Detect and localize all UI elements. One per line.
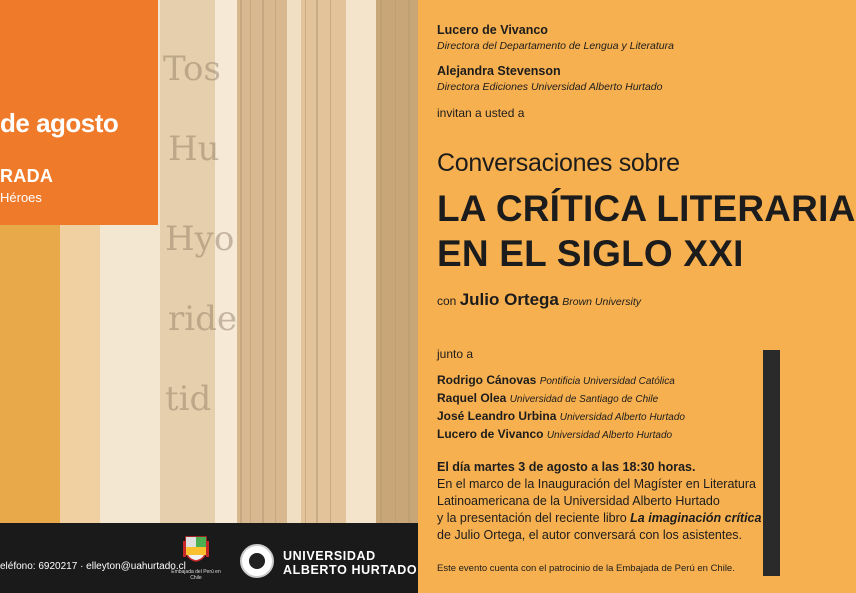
participant [437,427,672,441]
participant-affiliation: Universidad Alberto Hurtado [546,430,673,441]
venue-label: RADA [0,166,54,186]
university-name-line1: UNIVERSIDAD [283,549,376,563]
svg-text:Hyo: Hyo [165,219,235,259]
event-description-3 [437,511,761,525]
invitation-panel [418,0,856,593]
title-line-1: Conversaciones sobre [437,149,680,177]
peru-coat-of-arms-icon [181,533,211,563]
svg-text:ride: ride [168,299,238,339]
invite-text: invitan a usted a [437,106,525,120]
university-name [283,549,417,577]
university-seal-icon [240,544,274,578]
title-line-3: EN EL SIGLO XXI [437,233,744,274]
svg-text:Hu: Hu [168,129,220,169]
guest-name: Julio Ortega [459,290,559,309]
footer-bar [0,523,418,593]
book-title: La imaginación crítica [630,511,762,525]
participant-name: José Leandro Urbina [437,409,557,423]
book-prefix: y la presentación del reciente libro [437,511,631,525]
participant-name: Lucero de Vivanco [437,427,544,441]
svg-text:tid: tid [165,379,212,419]
embassy-logo [170,533,222,581]
embassy-caption: Embajada del Perú en Chile [171,569,221,581]
guest-prefix: con [437,294,457,308]
event-datetime: El día martes 3 de agosto a las 18:30 horas. [437,460,696,474]
event-description-4: de Julio Ortega, el autor conversará con los asistentes. [437,528,743,542]
event-description-2: Latinoamericana de la Universidad Alberto Hurtado [437,494,720,508]
host-name: Alejandra Stevenson [437,64,561,78]
book-pages-photo [0,0,418,523]
participant-affiliation: Universidad de Santiago de Chile [509,394,659,405]
university-name-line2: ALBERTO HURTADO [283,563,418,577]
participant [437,391,658,405]
participant-name: Rodrigo Cánovas [437,373,537,387]
svg-text:Tos: Tos [163,49,221,89]
participant-affiliation: Pontificia Universidad Católica [539,376,675,387]
host-name: Lucero de Vivanco [437,23,548,37]
title-line-2: LA CRÍTICA LITERARIA [437,188,856,229]
sponsor-note: Este evento cuenta con el patrocinio de la Embajada de Perú en Chile. [437,563,735,574]
guest-line [437,290,641,310]
participant-affiliation: Universidad Alberto Hurtado [559,412,685,423]
participant [437,373,675,387]
event-info-box [0,0,158,225]
host-role: Directora Ediciones Universidad Alberto Hurtado [437,81,663,93]
event-date-label: de agosto [0,108,119,138]
participant-name: Raquel Olea [437,391,507,405]
junto-label: junto a [437,347,474,361]
participant [437,409,685,423]
speaker-portrait [763,350,780,576]
contact-info: eléfono: 6920217 · elleyton@uahurtado.cl [0,561,186,572]
venue-address: Héroes [0,190,42,205]
guest-affiliation: Brown University [562,296,642,308]
host-role: Directora del Departamento de Lengua y Literatura [437,40,674,52]
event-description-1: En el marco de la Inauguración del Magíster en Literatura [437,477,756,491]
